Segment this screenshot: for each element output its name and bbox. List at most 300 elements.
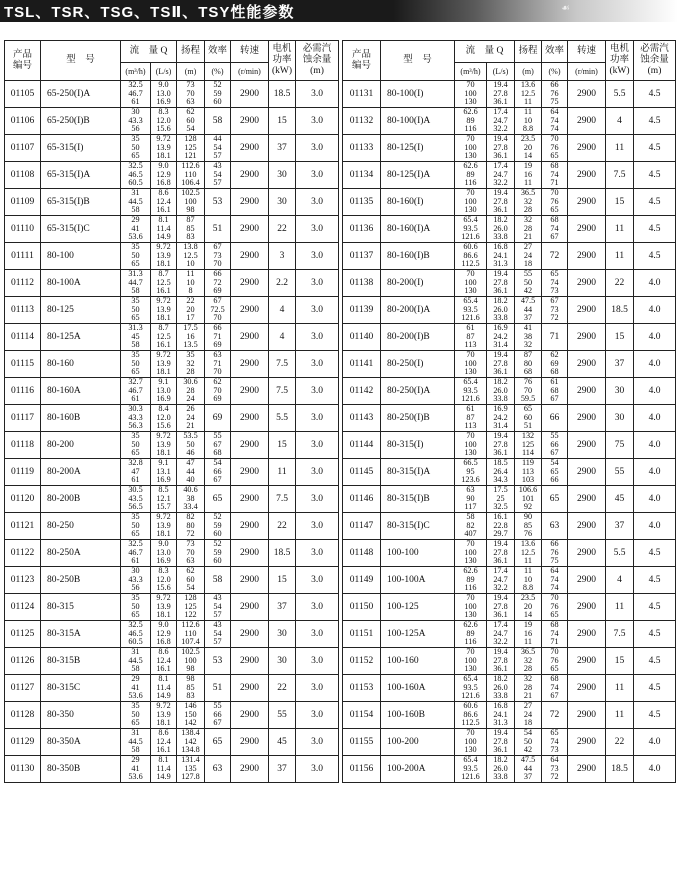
npsh-cell: 4.0 bbox=[634, 351, 676, 378]
flow-m3h-cell-value: 100 bbox=[464, 196, 477, 206]
table-row bbox=[343, 594, 676, 621]
speed-cell: 2900 bbox=[231, 675, 269, 702]
flow-ls-cell-value: 13.0 bbox=[156, 547, 171, 557]
efficiency-cell-value: 68 bbox=[550, 161, 559, 171]
npsh-cell: 3.0 bbox=[296, 297, 339, 324]
head-cell-value: 54 bbox=[186, 583, 195, 593]
product-code-cell: 01137 bbox=[343, 243, 381, 270]
flow-ls-cell bbox=[151, 108, 177, 135]
flow-ls-cell-value: 12.4 bbox=[156, 655, 171, 665]
flow-ls-cell-value: 13.0 bbox=[156, 88, 171, 98]
efficiency-cell: 65 bbox=[205, 729, 231, 756]
flow-ls-cell-value: 24.1 bbox=[493, 250, 508, 260]
flow-ls-cell-value: 16.9 bbox=[493, 404, 508, 414]
efficiency-cell bbox=[542, 351, 568, 378]
flow-m3h-cell bbox=[121, 189, 151, 216]
head-cell-value: 11 bbox=[524, 566, 532, 576]
flow-m3h-cell bbox=[121, 270, 151, 297]
power-cell: 11 bbox=[606, 675, 634, 702]
flow-ls-cell-value: 32.2 bbox=[493, 178, 508, 188]
power-cell: 22 bbox=[269, 216, 296, 243]
flow-ls-cell-value: 16.8 bbox=[493, 242, 508, 252]
product-code-cell: 01129 bbox=[5, 729, 41, 756]
model-cell: 80-125A bbox=[41, 324, 121, 351]
model-cell: 80-160(I) bbox=[381, 189, 455, 216]
efficiency-cell-value: 43 bbox=[213, 593, 222, 603]
model-cell: 100-200A bbox=[381, 756, 455, 783]
speed-cell: 2900 bbox=[231, 162, 269, 189]
flow-m3h-cell-value: 29 bbox=[131, 755, 140, 765]
product-code-cell: 01131 bbox=[343, 81, 381, 108]
table-row bbox=[343, 729, 676, 756]
power-cell: 22 bbox=[269, 675, 296, 702]
flow-ls-cell-value: 19.4 bbox=[493, 728, 508, 738]
flow-ls-cell-value: 8.6 bbox=[158, 647, 169, 657]
flow-ls-cell-value: 26.0 bbox=[493, 763, 508, 773]
product-code-cell: 01117 bbox=[5, 405, 41, 432]
flow-m3h-cell-value: 58 bbox=[131, 745, 140, 755]
table-row bbox=[343, 459, 676, 486]
efficiency-cell-value: 62 bbox=[213, 377, 222, 387]
model-cell: 100-160 bbox=[381, 648, 455, 675]
flow-m3h-cell-value: 58 bbox=[131, 286, 140, 296]
flow-ls-cell-value: 33.8 bbox=[493, 232, 508, 242]
flow-m3h-cell-value: 58 bbox=[131, 205, 140, 215]
col-header-model: 型 号 bbox=[41, 41, 121, 81]
speed-cell: 2900 bbox=[231, 216, 269, 243]
product-code-cell: 01126 bbox=[5, 648, 41, 675]
speed-cell: 2900 bbox=[231, 621, 269, 648]
product-code-cell: 01124 bbox=[5, 594, 41, 621]
flow-ls-cell bbox=[487, 378, 515, 405]
flow-m3h-cell-value: 116 bbox=[464, 637, 477, 647]
col-header-speed-unit: (r/min) bbox=[231, 63, 269, 81]
col-header-flow-ls: (L/s) bbox=[151, 63, 177, 81]
npsh-cell: 4.5 bbox=[634, 243, 676, 270]
col-header-head-unit: (m) bbox=[515, 63, 542, 81]
head-cell-value: 70 bbox=[186, 547, 195, 557]
npsh-cell: 3.0 bbox=[296, 432, 339, 459]
head-cell-value: 28 bbox=[523, 205, 533, 215]
flow-m3h-cell-value: 46.5 bbox=[128, 169, 143, 179]
flow-m3h-cell-value: 29 bbox=[131, 674, 140, 684]
flow-m3h-cell-value: 60.5 bbox=[128, 178, 143, 188]
head-cell bbox=[515, 648, 542, 675]
head-cell bbox=[515, 243, 542, 270]
flow-ls-cell-value: 17.4 bbox=[493, 107, 508, 117]
flow-m3h-cell-value: 31 bbox=[131, 728, 140, 738]
flow-m3h-cell-value: 58 bbox=[131, 664, 140, 674]
efficiency-cell bbox=[205, 297, 231, 324]
flow-m3h-cell-value: 89 bbox=[466, 574, 475, 584]
efficiency-cell: 53 bbox=[205, 648, 231, 675]
power-cell: 7.5 bbox=[269, 486, 296, 513]
head-cell-value: 83 bbox=[186, 232, 195, 242]
flow-m3h-cell-value: 100 bbox=[464, 358, 477, 368]
product-code-cell: 01108 bbox=[5, 162, 41, 189]
speed-cell: 2900 bbox=[568, 513, 606, 540]
head-cell-value: 85 bbox=[186, 223, 195, 233]
npsh-cell: 3.0 bbox=[296, 216, 339, 243]
flow-m3h-cell-value: 56 bbox=[131, 583, 140, 593]
col-header-head-unit: (m) bbox=[177, 63, 205, 81]
npsh-cell: 3.0 bbox=[296, 729, 339, 756]
npsh-cell: 4.5 bbox=[634, 675, 676, 702]
model-cell: 80-160(I)B bbox=[381, 243, 455, 270]
flow-m3h-cell-value: 61 bbox=[131, 97, 140, 107]
head-cell-value: 13.8 bbox=[183, 242, 198, 252]
head-cell-value: 63 bbox=[186, 97, 195, 107]
product-code-cell: 01156 bbox=[343, 756, 381, 783]
flow-m3h-cell-value: 130 bbox=[464, 745, 477, 755]
table-row bbox=[343, 108, 676, 135]
efficiency-cell-value: 70 bbox=[550, 647, 559, 657]
head-cell bbox=[177, 702, 205, 729]
head-cell-value: 32 bbox=[523, 340, 533, 350]
col-header-flow-m3h: (m³/h) bbox=[455, 63, 487, 81]
efficiency-cell: 69 bbox=[205, 405, 231, 432]
model-cell: 65-250(I)B bbox=[41, 108, 121, 135]
table-row bbox=[343, 567, 676, 594]
flow-ls-cell bbox=[487, 243, 515, 270]
flow-ls-cell bbox=[487, 486, 515, 513]
flow-ls-cell-value: 24.2 bbox=[493, 412, 508, 422]
speed-cell: 2900 bbox=[568, 135, 606, 162]
npsh-cell: 3.0 bbox=[296, 675, 339, 702]
model-cell: 80-315 bbox=[41, 594, 121, 621]
head-cell bbox=[177, 216, 205, 243]
flow-m3h-cell-value: 100 bbox=[464, 439, 477, 449]
head-cell bbox=[177, 756, 205, 783]
flow-m3h-cell-value: 46.5 bbox=[128, 628, 143, 638]
head-cell-value: 24 bbox=[523, 250, 533, 260]
power-cell: 18.5 bbox=[269, 540, 296, 567]
head-cell-value: 114 bbox=[522, 448, 534, 458]
flow-ls-cell bbox=[151, 297, 177, 324]
flow-m3h-cell-value: 43.3 bbox=[128, 115, 143, 125]
efficiency-cell-value: 69 bbox=[213, 286, 222, 296]
col-header-efficiency-unit: (%) bbox=[205, 63, 231, 81]
efficiency-cell-value: 71 bbox=[213, 331, 222, 341]
head-cell bbox=[515, 135, 542, 162]
head-cell-value: 22 bbox=[186, 296, 195, 306]
flow-m3h-cell-value: 93.5 bbox=[463, 682, 478, 692]
flow-ls-cell-value: 19.4 bbox=[493, 647, 508, 657]
head-cell-value: 73 bbox=[186, 539, 195, 549]
flow-m3h-cell-value: 87 bbox=[466, 331, 475, 341]
table-row bbox=[5, 486, 339, 513]
head-cell bbox=[177, 135, 205, 162]
flow-ls-cell-value: 12.1 bbox=[156, 493, 171, 503]
efficiency-cell bbox=[205, 135, 231, 162]
flow-m3h-cell-value: 113 bbox=[464, 421, 477, 431]
flow-ls-cell-value: 26.0 bbox=[493, 304, 508, 314]
flow-ls-cell-value: 12.4 bbox=[156, 736, 171, 746]
flow-ls-cell bbox=[151, 216, 177, 243]
head-cell-value: 85 bbox=[186, 682, 195, 692]
flow-ls-cell-value: 13.9 bbox=[156, 439, 171, 449]
flow-m3h-cell bbox=[455, 594, 487, 621]
efficiency-cell-value: 44 bbox=[213, 134, 222, 144]
flow-m3h-cell bbox=[455, 243, 487, 270]
flow-m3h-cell-value: 65 bbox=[131, 610, 140, 620]
head-cell-value: 70 bbox=[523, 385, 533, 395]
npsh-cell: 4.5 bbox=[634, 594, 676, 621]
npsh-cell: 4.5 bbox=[634, 648, 676, 675]
speed-cell: 2900 bbox=[231, 405, 269, 432]
power-cell: 15 bbox=[269, 108, 296, 135]
product-code-cell: 01109 bbox=[5, 189, 41, 216]
flow-ls-cell bbox=[151, 486, 177, 513]
npsh-cell: 3.0 bbox=[296, 486, 339, 513]
head-cell bbox=[515, 297, 542, 324]
head-cell-value: 24 bbox=[186, 412, 195, 422]
flow-m3h-cell-value: 112.5 bbox=[461, 718, 480, 728]
efficiency-cell: 71 bbox=[542, 324, 568, 351]
speed-cell: 2900 bbox=[568, 675, 606, 702]
head-cell-value: 128 bbox=[184, 134, 197, 144]
head-cell-value: 142 bbox=[184, 718, 197, 728]
head-cell-value: 8 bbox=[188, 286, 193, 296]
head-cell bbox=[177, 459, 205, 486]
flow-m3h-cell-value: 100 bbox=[464, 142, 477, 152]
flow-ls-cell bbox=[487, 648, 515, 675]
flow-m3h-cell bbox=[121, 135, 151, 162]
speed-cell: 2900 bbox=[231, 648, 269, 675]
flow-ls-cell-value: 15.6 bbox=[156, 421, 171, 431]
flow-ls-cell bbox=[151, 189, 177, 216]
head-cell-value: 80 bbox=[523, 358, 533, 368]
speed-cell: 2900 bbox=[568, 216, 606, 243]
flow-m3h-cell-value: 30 bbox=[131, 107, 140, 117]
flow-m3h-cell-value: 43.3 bbox=[128, 412, 143, 422]
efficiency-cell-value: 74 bbox=[550, 124, 559, 134]
flow-m3h-cell bbox=[455, 297, 487, 324]
product-code-cell: 01122 bbox=[5, 540, 41, 567]
head-cell-value: 150 bbox=[184, 709, 197, 719]
flow-ls-cell-value: 32.2 bbox=[493, 583, 508, 593]
efficiency-cell: 58 bbox=[205, 108, 231, 135]
efficiency-cell-value: 43 bbox=[213, 620, 222, 630]
power-cell: 7.5 bbox=[606, 162, 634, 189]
flow-ls-cell-value: 13.0 bbox=[156, 385, 171, 395]
head-cell bbox=[177, 648, 205, 675]
efficiency-cell-value: 74 bbox=[550, 169, 559, 179]
flow-ls-cell-value: 31.3 bbox=[493, 718, 508, 728]
flow-ls-cell-value: 13.9 bbox=[156, 250, 171, 260]
flow-ls-cell-value: 18.2 bbox=[493, 296, 508, 306]
model-cell: 80-315C bbox=[41, 675, 121, 702]
efficiency-cell-value: 64 bbox=[550, 755, 559, 765]
model-cell: 80-200(I)A bbox=[381, 297, 455, 324]
flow-ls-cell-value: 9.1 bbox=[158, 377, 169, 387]
col-header-efficiency-unit: (%) bbox=[542, 63, 568, 81]
table-row bbox=[5, 243, 339, 270]
efficiency-cell-value: 68 bbox=[550, 385, 559, 395]
flow-ls-cell-value: 9.0 bbox=[158, 80, 169, 90]
flow-m3h-cell-value: 70 bbox=[466, 593, 475, 603]
product-code-cell: 01115 bbox=[5, 351, 41, 378]
flow-m3h-cell-value: 58 bbox=[466, 512, 475, 522]
table-row bbox=[343, 648, 676, 675]
model-cell: 100-100A bbox=[381, 567, 455, 594]
efficiency-cell bbox=[542, 378, 568, 405]
head-cell-value: 90 bbox=[523, 512, 533, 522]
flow-m3h-cell-value: 89 bbox=[466, 115, 475, 125]
efficiency-cell-value: 54 bbox=[213, 628, 222, 638]
efficiency-cell bbox=[205, 81, 231, 108]
speed-cell: 2900 bbox=[568, 324, 606, 351]
power-cell: 37 bbox=[606, 513, 634, 540]
table-row bbox=[5, 81, 339, 108]
efficiency-cell-value: 70 bbox=[550, 593, 559, 603]
flow-ls-cell-value: 27.8 bbox=[493, 88, 508, 98]
product-code-cell: 01125 bbox=[5, 621, 41, 648]
speed-cell: 2900 bbox=[568, 486, 606, 513]
speed-cell: 2900 bbox=[231, 108, 269, 135]
head-cell-value: 19 bbox=[523, 161, 533, 171]
head-cell bbox=[177, 432, 205, 459]
head-cell bbox=[515, 108, 542, 135]
product-code-cell: 01148 bbox=[343, 540, 381, 567]
flow-ls-cell-value: 16.8 bbox=[493, 701, 508, 711]
npsh-cell: 3.0 bbox=[296, 513, 339, 540]
table-row bbox=[5, 675, 339, 702]
flow-ls-cell-value: 19.4 bbox=[493, 350, 508, 360]
flow-ls-cell-value: 18.1 bbox=[156, 151, 171, 161]
npsh-cell: 4.0 bbox=[634, 324, 676, 351]
power-cell: 22 bbox=[606, 270, 634, 297]
model-cell: 100-160B bbox=[381, 702, 455, 729]
flow-m3h-cell bbox=[455, 486, 487, 513]
flow-m3h-cell bbox=[121, 243, 151, 270]
head-cell-value: 47.5 bbox=[520, 755, 536, 765]
speed-cell: 2900 bbox=[231, 243, 269, 270]
col-header-head: 扬程 bbox=[515, 41, 542, 63]
flow-ls-cell-value: 11.4 bbox=[156, 682, 171, 692]
flow-ls-cell bbox=[151, 135, 177, 162]
model-cell: 80-250 bbox=[41, 513, 121, 540]
col-header-flow-ls: (L/s) bbox=[487, 63, 515, 81]
efficiency-cell-value: 70 bbox=[213, 385, 222, 395]
npsh-cell: 4.0 bbox=[634, 432, 676, 459]
flow-ls-cell bbox=[487, 567, 515, 594]
flow-m3h-cell-value: 35 bbox=[131, 512, 140, 522]
table-header bbox=[343, 41, 676, 81]
product-code-cell: 01111 bbox=[5, 243, 41, 270]
efficiency-cell-value: 73 bbox=[550, 745, 559, 755]
table-row bbox=[343, 297, 676, 324]
flow-m3h-cell-value: 46.7 bbox=[128, 88, 143, 98]
efficiency-cell-value: 70 bbox=[213, 313, 222, 323]
table-row bbox=[5, 513, 339, 540]
head-cell-value: 76 bbox=[523, 377, 533, 387]
efficiency-cell-value: 72 bbox=[213, 277, 222, 287]
flow-ls-cell-value: 9.72 bbox=[156, 593, 171, 603]
product-code-cell: 01105 bbox=[5, 81, 41, 108]
product-code-cell: 01116 bbox=[5, 378, 41, 405]
efficiency-cell-value: 66 bbox=[213, 466, 222, 476]
head-cell-value: 128 bbox=[184, 593, 197, 603]
flow-m3h-cell-value: 65 bbox=[131, 448, 140, 458]
head-cell bbox=[515, 270, 542, 297]
flow-m3h-cell bbox=[121, 405, 151, 432]
head-cell-value: 36.5 bbox=[520, 647, 536, 657]
flow-ls-cell-value: 17.5 bbox=[493, 485, 508, 495]
efficiency-cell: 65 bbox=[542, 486, 568, 513]
efficiency-cell bbox=[542, 729, 568, 756]
flow-m3h-cell bbox=[455, 378, 487, 405]
flow-ls-cell-value: 16.1 bbox=[156, 664, 171, 674]
head-cell bbox=[515, 432, 542, 459]
power-cell: 4 bbox=[606, 108, 634, 135]
flow-m3h-cell-value: 35 bbox=[131, 701, 140, 711]
flow-m3h-cell-value: 32.5 bbox=[128, 539, 143, 549]
head-cell-value: 26 bbox=[186, 404, 195, 414]
flow-m3h-cell-value: 30.3 bbox=[128, 404, 143, 414]
head-cell-value: 33.4 bbox=[183, 502, 198, 512]
flow-m3h-cell-value: 100 bbox=[464, 88, 477, 98]
flow-m3h-cell bbox=[121, 540, 151, 567]
flow-m3h-cell-value: 56 bbox=[131, 124, 140, 134]
flow-m3h-cell-value: 31.3 bbox=[128, 323, 143, 333]
flow-m3h-cell bbox=[121, 162, 151, 189]
flow-ls-cell-value: 14.9 bbox=[156, 691, 171, 701]
product-code-cell: 01150 bbox=[343, 594, 381, 621]
efficiency-cell-value: 75 bbox=[550, 97, 559, 107]
flow-ls-cell-value: 18.1 bbox=[156, 610, 171, 620]
col-header-npsh: 必需汽 蚀余量 (m) bbox=[296, 41, 339, 81]
head-cell-value: 65 bbox=[523, 404, 533, 414]
efficiency-cell: 66 bbox=[542, 405, 568, 432]
flow-ls-cell bbox=[487, 189, 515, 216]
model-cell: 80-160B bbox=[41, 405, 121, 432]
head-cell-value: 12.5 bbox=[520, 547, 536, 557]
product-code-cell: 01141 bbox=[343, 351, 381, 378]
npsh-cell: 3.0 bbox=[296, 324, 339, 351]
npsh-cell: 4.0 bbox=[634, 513, 676, 540]
flow-ls-cell-value: 12.5 bbox=[156, 331, 171, 341]
model-cell: 80-350A bbox=[41, 729, 121, 756]
flow-m3h-cell-value: 65.4 bbox=[463, 674, 478, 684]
power-cell: 18.5 bbox=[606, 297, 634, 324]
flow-ls-cell-value: 19.4 bbox=[493, 431, 508, 441]
efficiency-cell-value: 64 bbox=[550, 107, 559, 117]
table-row bbox=[5, 432, 339, 459]
flow-m3h-cell-value: 130 bbox=[464, 448, 477, 458]
flow-m3h-cell-value: 35 bbox=[131, 431, 140, 441]
flow-m3h-cell bbox=[121, 378, 151, 405]
flow-m3h-cell-value: 30.5 bbox=[128, 485, 143, 495]
flow-m3h-cell-value: 35 bbox=[131, 350, 140, 360]
flow-ls-cell-value: 12.4 bbox=[156, 196, 171, 206]
col-header-head: 扬程 bbox=[177, 41, 205, 63]
head-cell bbox=[177, 270, 205, 297]
efficiency-cell bbox=[542, 135, 568, 162]
efficiency-cell-value: 62 bbox=[550, 350, 559, 360]
flow-m3h-cell-value: 66.5 bbox=[463, 458, 478, 468]
table-row bbox=[343, 216, 676, 243]
flow-ls-cell bbox=[487, 135, 515, 162]
speed-cell: 2900 bbox=[568, 378, 606, 405]
flow-m3h-cell-value: 60.5 bbox=[128, 637, 143, 647]
power-cell: 22 bbox=[269, 513, 296, 540]
power-cell: 7.5 bbox=[606, 621, 634, 648]
flow-m3h-cell bbox=[455, 324, 487, 351]
head-cell-value: 55 bbox=[523, 269, 533, 279]
npsh-cell: 4.5 bbox=[634, 81, 676, 108]
page-title: TSL、TSR、TSG、TSⅡ、TSY性能参数 bbox=[4, 4, 295, 21]
